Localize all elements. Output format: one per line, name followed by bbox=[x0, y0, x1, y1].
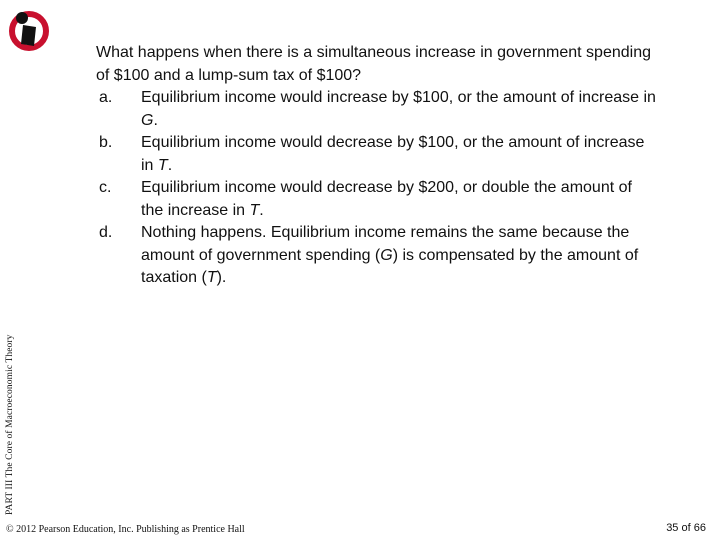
option-a bbox=[96, 87, 656, 132]
page-counter bbox=[666, 522, 706, 534]
option-d bbox=[96, 222, 656, 290]
option-text: Nothing happens. Equilibrium income remains the same because the amount of government spending (G) is compensated by the amount of taxation (T). bbox=[141, 224, 639, 286]
side-label bbox=[5, 300, 19, 515]
page-separator: of bbox=[681, 522, 691, 534]
answer-options bbox=[96, 87, 656, 290]
option-text: Equilibrium income would decrease by $100, or the amount of increase in T. bbox=[141, 134, 645, 174]
question-stem: What happens when there is a simultaneous increase in government spending of $100 and a lump-sum tax of $100? bbox=[96, 44, 651, 84]
page-total: 66 bbox=[693, 522, 706, 534]
option-letter: d. bbox=[99, 224, 113, 241]
question-block bbox=[96, 42, 656, 290]
info-person-icon bbox=[8, 8, 50, 54]
logo bbox=[8, 8, 50, 54]
option-c bbox=[96, 177, 656, 222]
logo-body bbox=[21, 25, 36, 46]
option-b bbox=[96, 132, 656, 177]
option-letter: b. bbox=[99, 134, 113, 151]
option-text: Equilibrium income would decrease by $200, or double the amount of the increase in T. bbox=[141, 179, 632, 219]
option-text: Equilibrium income would increase by $100, or the amount of increase in G. bbox=[141, 89, 656, 129]
side-label-text: PART III The Core of Macroeconomic Theory bbox=[5, 334, 15, 515]
option-letter: a. bbox=[99, 89, 113, 106]
logo-head bbox=[16, 12, 28, 24]
copyright-footer: © 2012 Pearson Education, Inc. Publishing as Prentice Hall bbox=[6, 524, 245, 535]
option-letter: c. bbox=[99, 179, 112, 196]
page-current: 35 bbox=[666, 522, 679, 534]
